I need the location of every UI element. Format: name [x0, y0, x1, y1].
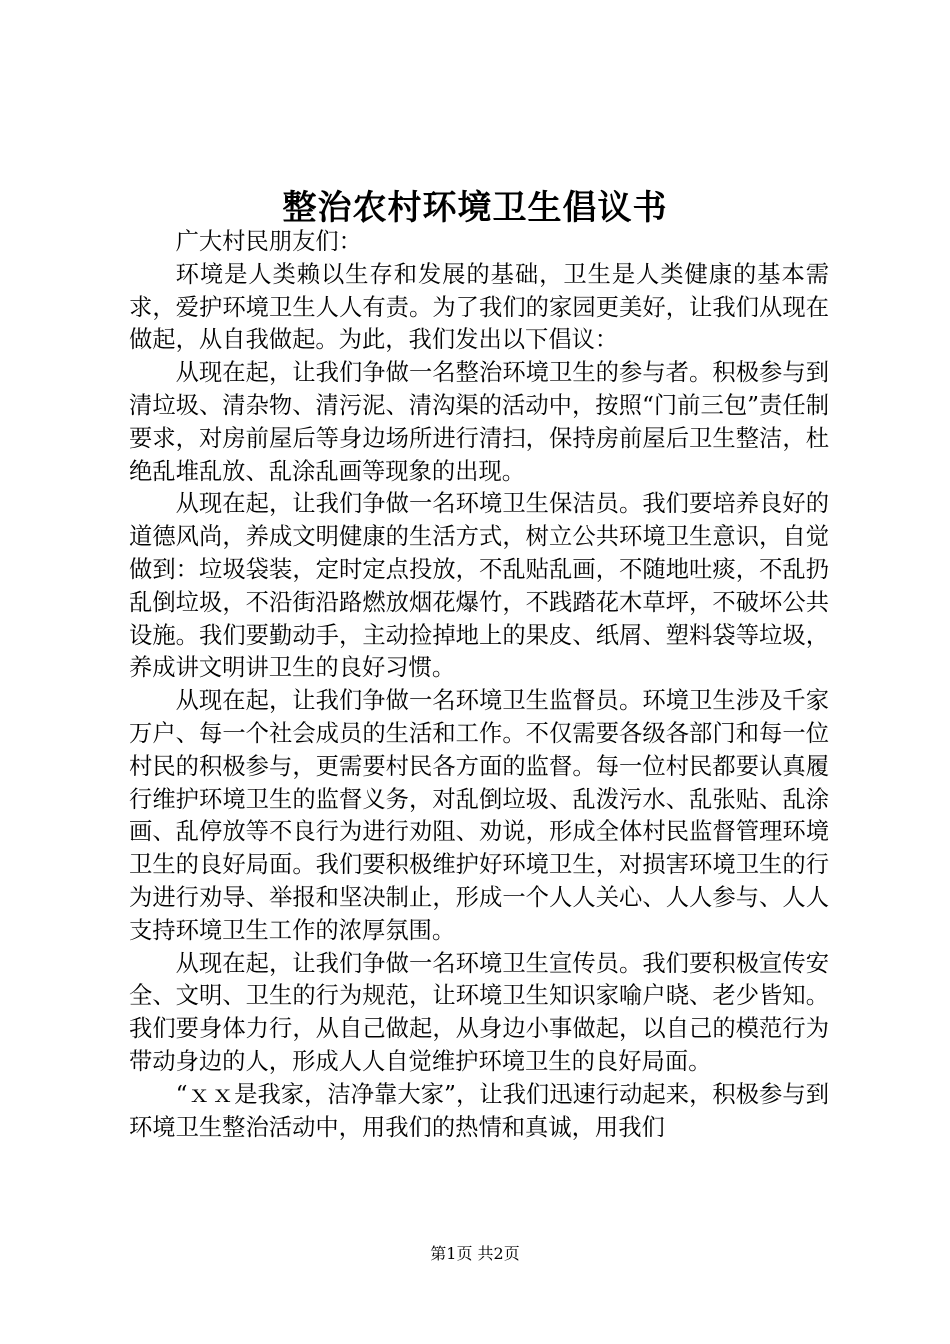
salutation: 广大村民朋友们：	[175, 228, 362, 255]
paragraph: “ｘｘ是我家，洁净靠大家”，让我们迅速行动起来，积极参与到环境卫生整治活动中，用我们的热情和真诚，用我们	[129, 1080, 829, 1141]
paragraph: 从现在起，让我们争做一名环境卫生监督员。环境卫生涉及千家万户、每一个社会成员的生活和工作。不仅需要各级各部门和每一位村民的积极参与，更需要村民各方面的监督。每一位村民都要认真履行维护环境卫生的监督义务，对乱倒垃圾、乱泼污水、乱张贴、乱涂画、乱停放等不良行为进行劝阻、劝说，形成全体村民监督管理环境卫生的良好局面。我们要积极维护好环境卫生，对损害环境卫生的行为进行劝导、举报和坚决制止，形成一个人人关心、人人参与、人人支持环境卫生工作的浓厚氛围。	[129, 687, 829, 944]
document-title: 整治农村环境卫生倡议书	[282, 188, 668, 228]
paragraph: 环境是人类赖以生存和发展的基础，卫生是人类健康的基本需求，爱护环境卫生人人有责。为了我们的家园更美好，让我们从现在做起，从自我做起。为此，我们发出以下倡议：	[129, 260, 829, 354]
page-number: 第1页 共2页	[430, 1244, 520, 1263]
paragraph: 从现在起，让我们争做一名整治环境卫生的参与者。积极参与到清垃圾、清杂物、清污泥、清沟渠的活动中，按照“门前三包”责任制要求，对房前屋后等身边场所进行清扫，保持房前屋后卫生整洁，杜绝乱堆乱放、乱涂乱画等现象的出现。	[129, 359, 829, 485]
document-body	[129, 226, 829, 1144]
paragraph: 从现在起，让我们争做一名环境卫生宣传员。我们要积极宣传安全、文明、卫生的行为规范，让环境卫生知识家喻户晓、老少皆知。我们要身体力行，从自己做起，从身边小事做起，以自己的模范行为带动身边的人，形成人人自觉维护环境卫生的良好局面。	[129, 949, 829, 1075]
paragraph: 从现在起，让我们争做一名环境卫生保洁员。我们要培养良好的道德风尚，养成文明健康的生活方式，树立公共环境卫生意识，自觉做到：垃圾袋装，定时定点投放，不乱贴乱画，不随地吐痰，不乱扔乱倒垃圾，不沿街沿路燃放烟花爆竹，不践踏花木草坪，不破坏公共设施。我们要勤动手，主动捡掉地上的果皮、纸屑、塑料袋等垃圾，养成讲文明讲卫生的良好习惯。	[129, 490, 829, 682]
